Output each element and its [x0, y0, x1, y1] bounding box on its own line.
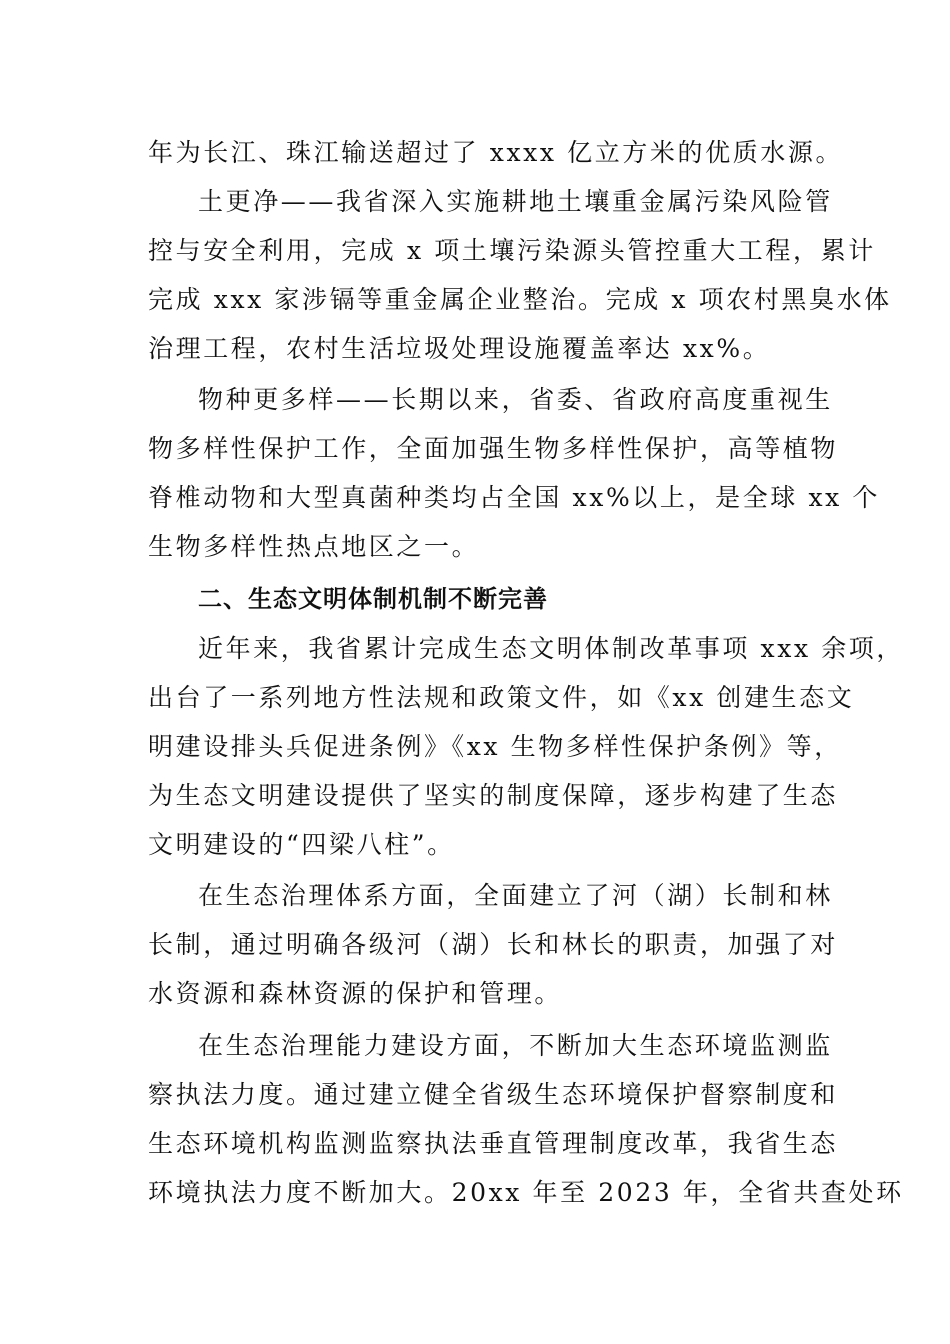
paragraph-governance-system-line-1: 在生态治理体系方面，全面建立了河（湖）长制和林 — [198, 881, 833, 910]
text-line: 年为长江、珠江输送超过了 xxxx 亿立方米的优质水源。 — [148, 138, 844, 167]
text-line: 环境执法力度不断加大。20xx 年至 2023 年，全省共查处环 — [148, 1178, 904, 1207]
paragraph-soil-line-1: 土更净——我省深入实施耕地土壤重金属污染风险管 — [198, 187, 833, 216]
paragraph-reform-line-1: 近年来，我省累计完成生态文明体制改革事项 xxx 余项， — [198, 634, 904, 663]
text-line: 生物多样性热点地区之一。 — [148, 532, 480, 561]
text-line: 明建设排头兵促进条例》《xx 生物多样性保护条例》等， — [148, 732, 842, 761]
text-line: 生态环境机构监测监察执法垂直管理制度改革，我省生态 — [148, 1129, 839, 1158]
text-line: 完成 xxx 家涉镉等重金属企业整治。完成 x 项农村黑臭水体 — [148, 285, 892, 314]
text-line: 控与安全利用，完成 x 项土壤污染源头管控重大工程，累计 — [148, 236, 876, 265]
text-line: 脊椎动物和大型真菌种类均占全国 xx%以上，是全球 xx 个 — [148, 483, 880, 512]
paragraph-governance-capacity-line-1: 在生态治理能力建设方面，不断加大生态环境监测监 — [198, 1031, 833, 1060]
text-line: 为生态文明建设提供了坚实的制度保障，逐步构建了生态 — [148, 781, 839, 810]
text-line: 水资源和森林资源的保护和管理。 — [148, 979, 563, 1008]
text-line: 物多样性保护工作，全面加强生物多样性保护，高等植物 — [148, 434, 839, 463]
text-line: 文明建设的“四梁八柱”。 — [148, 830, 455, 859]
text-line: 治理工程，农村生活垃圾处理设施覆盖率达 xx%。 — [148, 334, 771, 363]
text-line: 出台了一系列地方性法规和政策文件，如《xx 创建生态文 — [148, 683, 855, 712]
paragraph-species-line-1: 物种更多样——长期以来，省委、省政府高度重视生 — [198, 385, 833, 414]
text-line: 长制，通过明确各级河（湖）长和林长的职责，加强了对 — [148, 930, 839, 959]
section-heading: 二、生态文明体制机制不断完善 — [198, 585, 548, 613]
text-line: 察执法力度。通过建立健全省级生态环境保护督察制度和 — [148, 1080, 839, 1109]
